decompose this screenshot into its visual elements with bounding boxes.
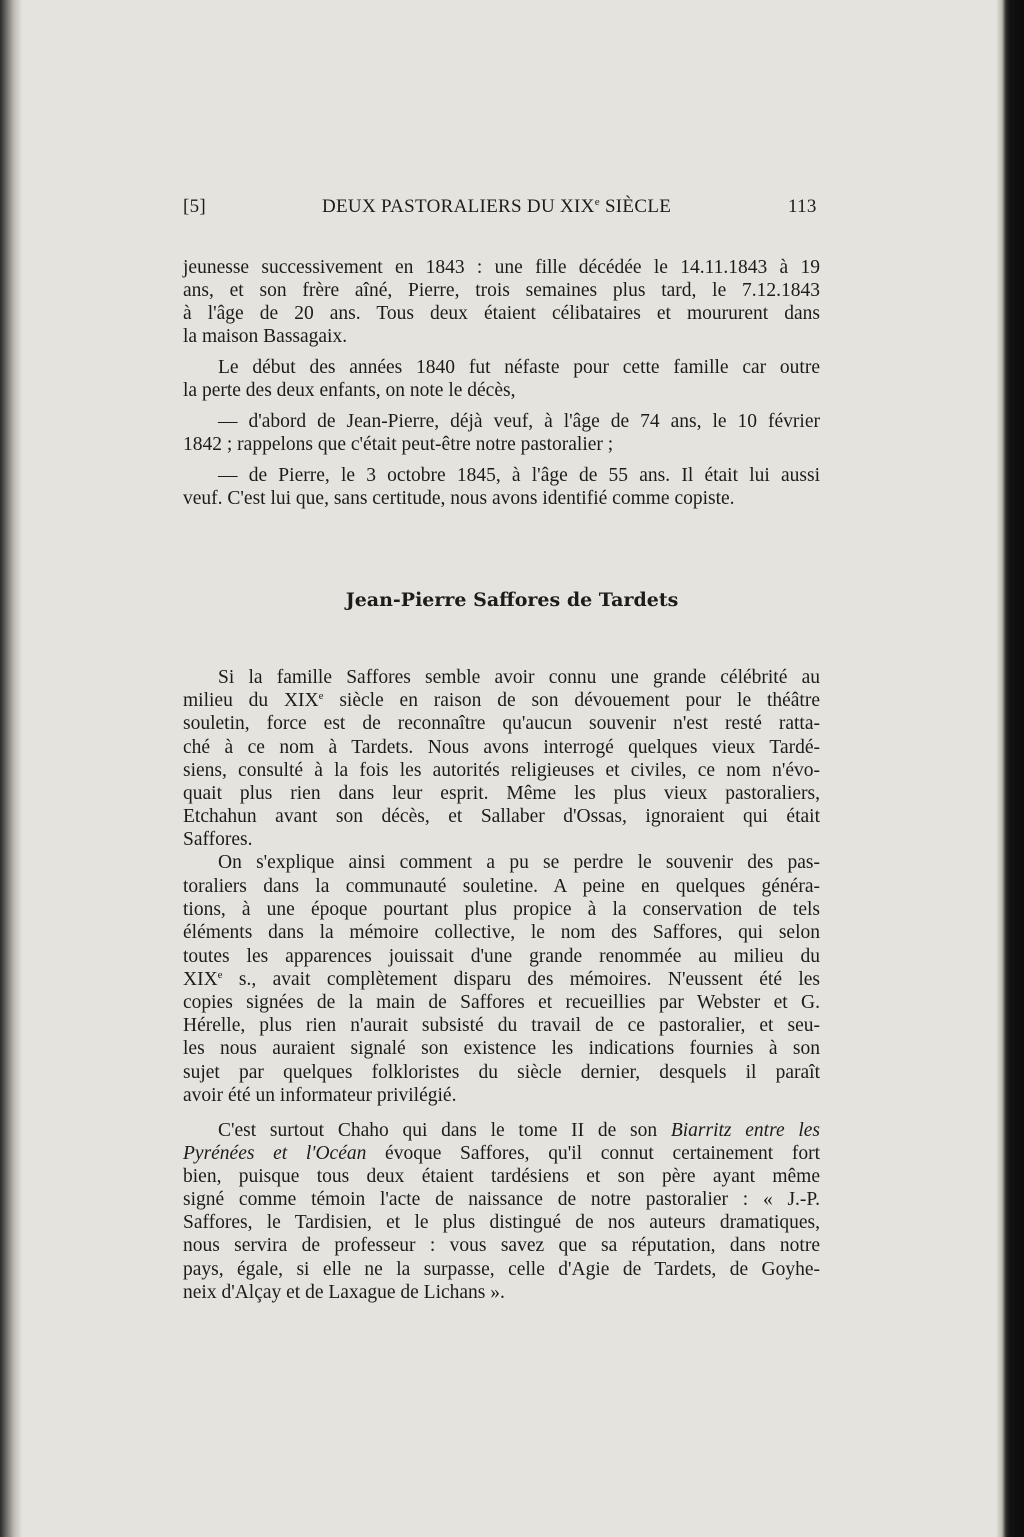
page-binding-shadow — [0, 0, 22, 1537]
text-line: jeunesse successivement en 1843 : une fille décédée le 14.11.1843 à 19 — [183, 257, 820, 278]
text-line: ans, et son frère aîné, Pierre, trois semaines plus tard, le 7.12.1843 — [183, 280, 820, 301]
text-run: XIX — [183, 969, 218, 990]
text-line: nous servira de professeur : vous savez que sa réputation, dans notre — [183, 1235, 820, 1256]
text-run: siècle en raison de son dévouement pour le théâtre — [323, 690, 820, 711]
text-line: siens, consulté à la fois les autorités religieuses et civiles, ce nom n'évo- — [183, 760, 820, 781]
section-heading: Jean-Pierre Saffores de Tardets — [345, 589, 679, 611]
text-line: Hérelle, plus rien n'aurait subsisté du travail de ce pastoralier, et seu- — [183, 1015, 820, 1036]
text-run: C'est surtout Chaho qui dans le tome II de son — [218, 1120, 671, 1141]
text-line: pays, égale, si elle ne la surpasse, celle d'Agie de Tardets, de Goyhe- — [183, 1259, 820, 1280]
text-line: — d'abord de Jean-Pierre, déjà veuf, à l'âge de 74 ans, le 10 février — [218, 411, 820, 432]
text-line: copies signées de la main de Saffores et recueillies par Webster et G. — [183, 992, 820, 1013]
page-number: 113 — [788, 196, 817, 217]
text-line — [218, 1119, 820, 1142]
running-title — [322, 196, 671, 218]
text-run: évoque Saffores, qu'il connut certainement fort — [366, 1143, 821, 1164]
italic-title: Pyrénées et l'Océan — [183, 1143, 367, 1164]
italic-title: Biarritz entre les — [670, 1120, 821, 1141]
text-line: On s'explique ainsi comment a pu se perdre le souvenir des pas- — [218, 852, 820, 873]
text-line: les nous auraient signalé son existence les indications fournies à son — [183, 1038, 820, 1059]
page-ref: [5] — [183, 196, 207, 217]
text-line: éléments dans la mémoire collective, le nom des Saffores, qui selon — [183, 922, 820, 943]
running-title-end: SIÈCLE — [599, 196, 672, 217]
text-line: signé comme témoin l'acte de naissance de notre pastoralier : « J.-P. — [183, 1189, 820, 1210]
text-line: à l'âge de 20 ans. Tous deux étaient célibataires et moururent dans — [183, 303, 820, 324]
text-line: bien, puisque tous deux étaient tardésiens et son père ayant même — [183, 1166, 820, 1187]
text-line: veuf. C'est lui que, sans certitude, nous avons identifié comme copiste. — [183, 488, 735, 509]
text-line: souletin, force est de reconnaître qu'aucun souvenir n'est resté ratta- — [183, 713, 820, 734]
text-line: toutes les apparences jouissait d'une grande renommée au milieu du — [183, 946, 820, 967]
text-line: avoir été un informateur privilégié. — [183, 1085, 457, 1106]
text-run: milieu du XIX — [183, 690, 319, 711]
text-line: Si la famille Saffores semble avoir connu une grande célébrité au — [218, 667, 820, 688]
text-line: Etchahun avant son décès, et Sallaber d'Ossas, ignoraient qui était — [183, 806, 820, 827]
text-line: 1842 ; rappelons que c'était peut-être notre pastoralier ; — [183, 434, 614, 455]
text-line: quait plus rien dans leur esprit. Même les plus vieux pastoraliers, — [183, 783, 820, 804]
text-line — [183, 689, 820, 712]
text-line: toraliers dans la communauté souletine. A peine en quelques généra- — [183, 876, 820, 897]
text-line: neix d'Alçay et de Laxague de Lichans ». — [183, 1282, 505, 1303]
text-line — [183, 968, 820, 991]
text-line: la maison Bassagaix. — [183, 326, 348, 347]
text-line: Saffores, le Tardisien, et le plus distingué de nos auteurs dramatiques, — [183, 1212, 820, 1233]
superscript: e — [318, 690, 324, 702]
text-line — [183, 1142, 820, 1165]
text-line: Saffores. — [183, 829, 253, 850]
running-title-sup: e — [594, 196, 600, 208]
text-line: sujet par quelques folkloristes du siècle dernier, desquels il paraît — [183, 1062, 820, 1083]
text-line: — de Pierre, le 3 octobre 1845, à l'âge de 55 ans. Il était lui aussi — [218, 465, 820, 486]
text-run: s., avait complètement disparu des mémoires. N'eussent été les — [222, 969, 820, 990]
text-line: ché à ce nom à Tardets. Nous avons interrogé quelques vieux Tardé- — [183, 737, 820, 758]
page-edge-right — [996, 0, 1024, 1537]
text-line: tions, à une époque pourtant plus propice à la conservation de tels — [183, 899, 820, 920]
running-title-text: DEUX PASTORALIERS DU XIX — [322, 196, 595, 217]
superscript: e — [217, 969, 223, 981]
text-line: la perte des deux enfants, on note le décès, — [183, 380, 516, 401]
text-line: Le début des années 1840 fut néfaste pour cette famille car outre — [218, 357, 820, 378]
